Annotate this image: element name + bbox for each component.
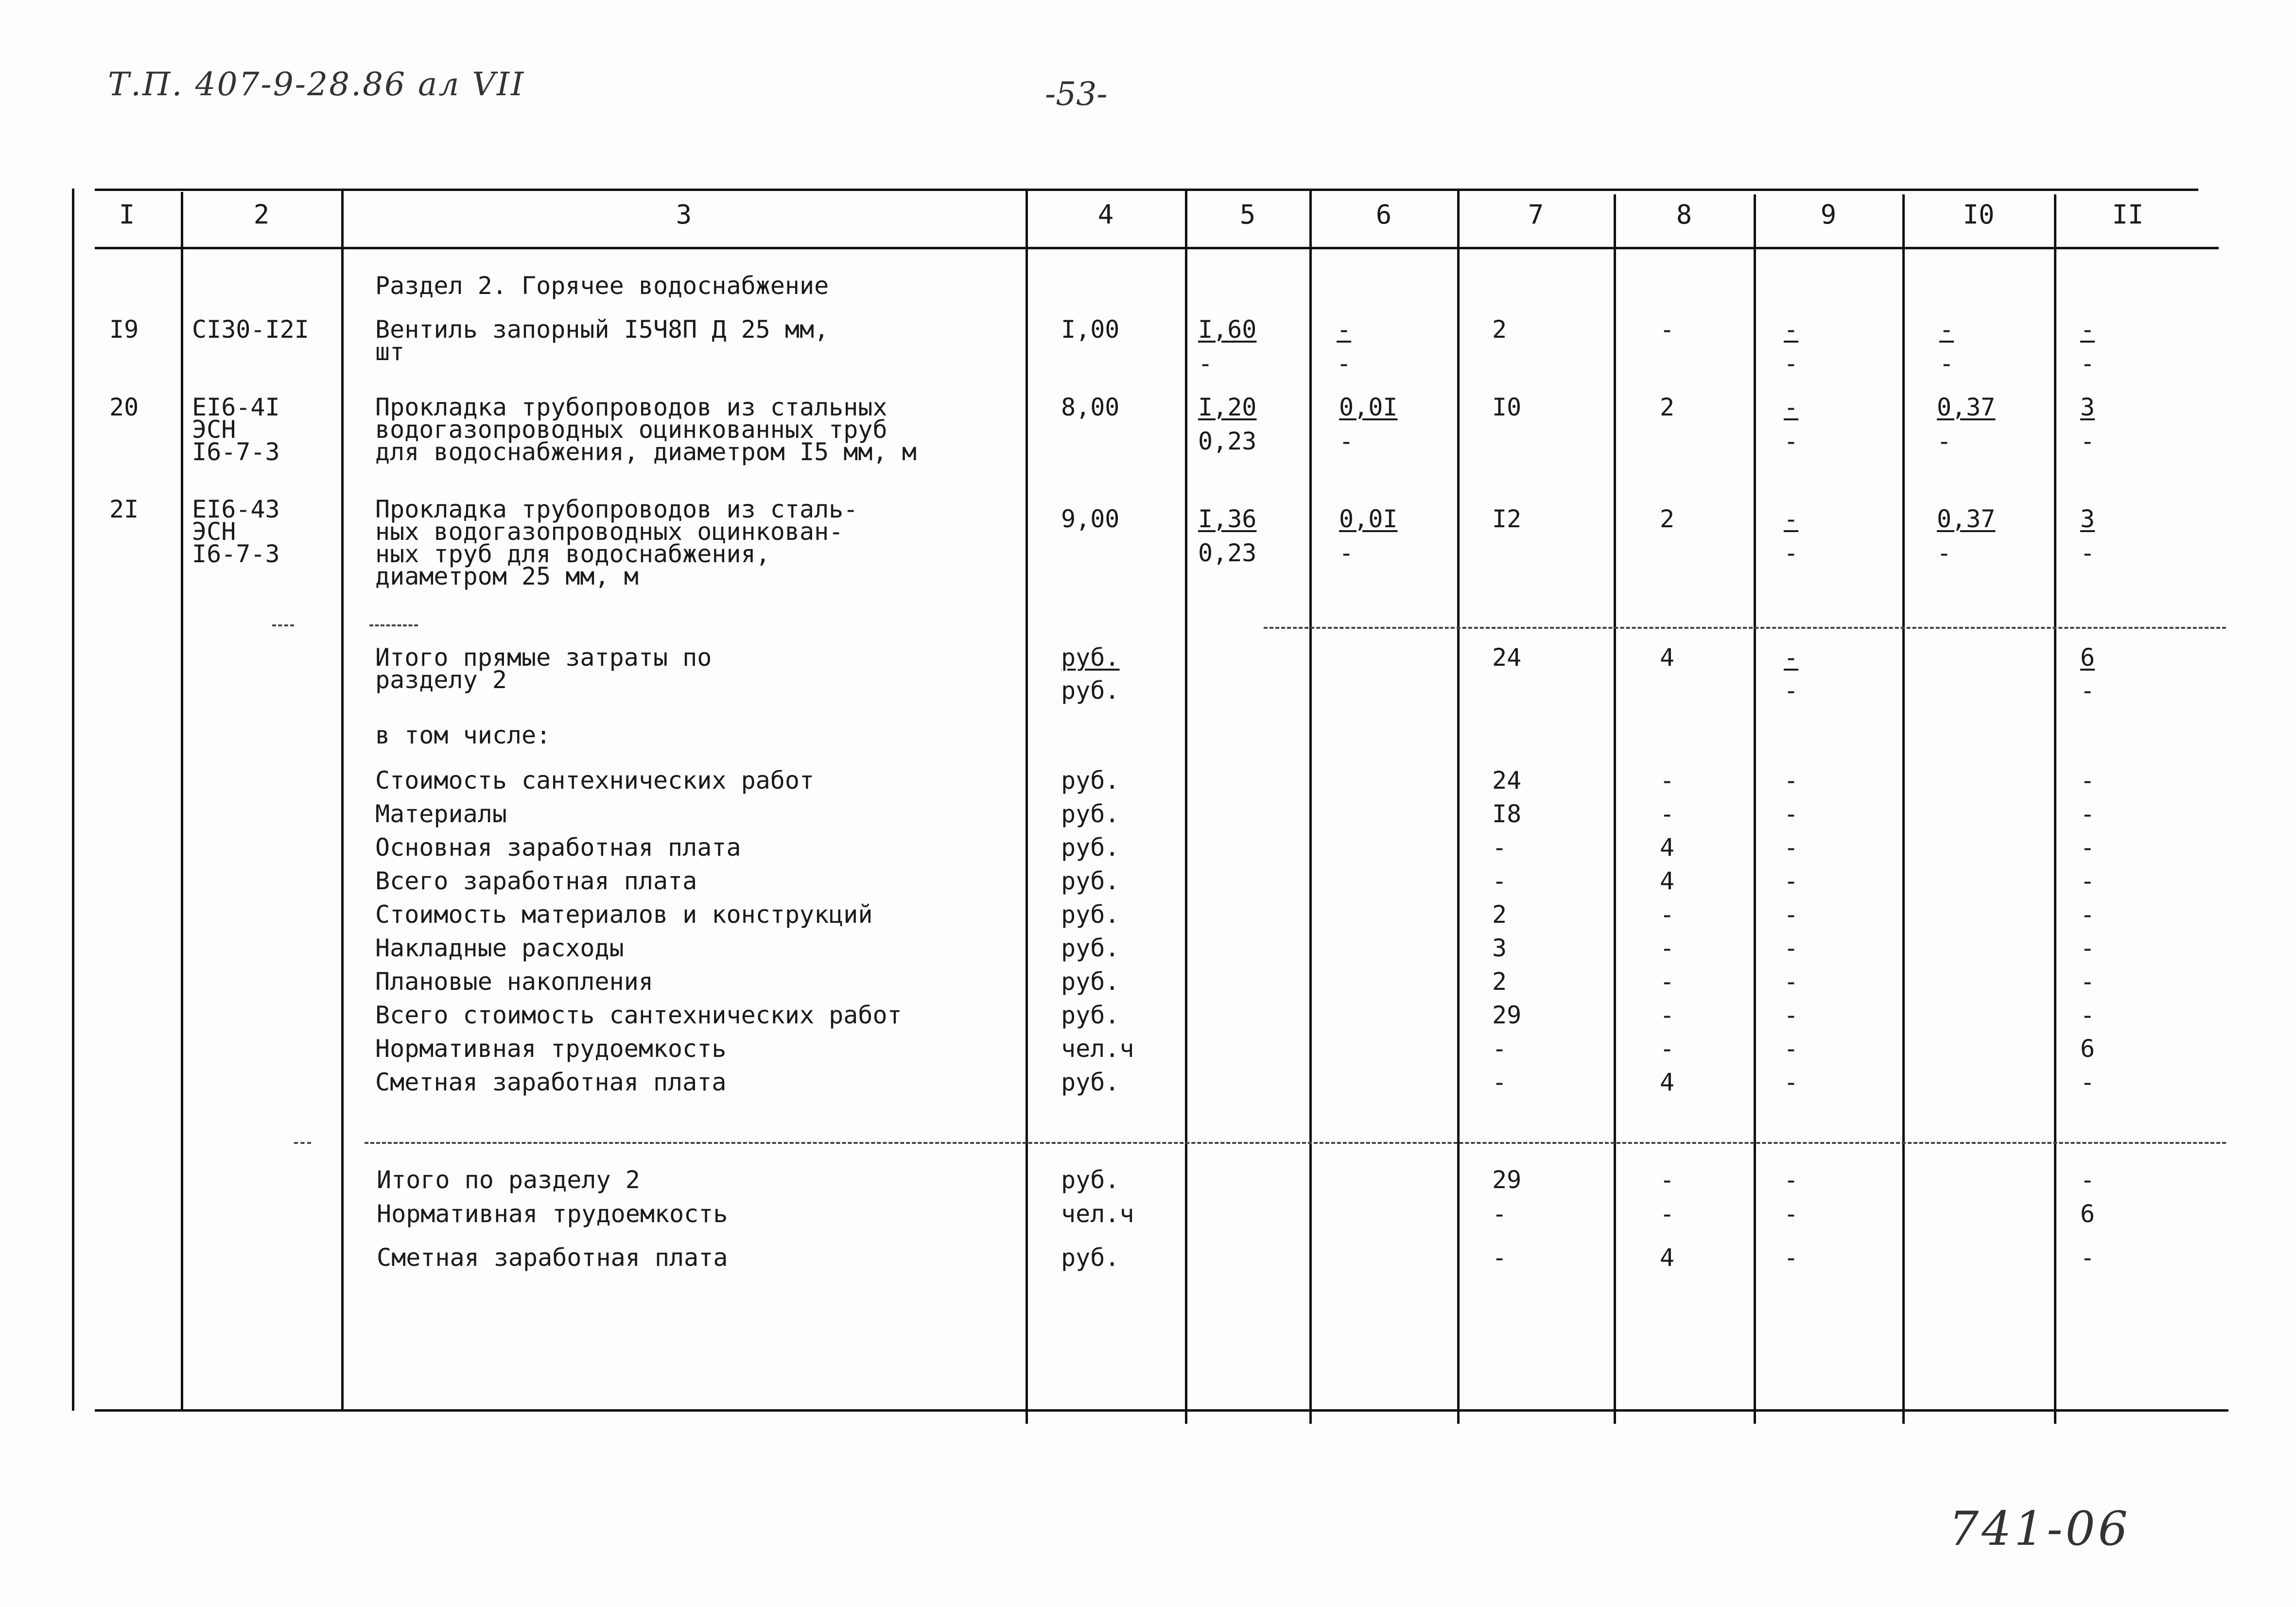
cell-c11: - — [2080, 539, 2095, 567]
row-description: Прокладка трубопроводов из сталь- — [375, 495, 858, 523]
total-c7: 24 — [1492, 643, 1522, 672]
cell-c6: - — [1337, 315, 1352, 344]
separator-dash — [294, 1142, 311, 1144]
breakdown-c9: - — [1784, 867, 1799, 895]
cell-c9: - — [1784, 505, 1799, 533]
section-total-c11: - — [2080, 1244, 2095, 1272]
section-total-label: Итого по разделу 2 — [377, 1166, 640, 1194]
total-c9: - — [1784, 643, 1799, 672]
cell-c6: - — [1339, 427, 1354, 455]
col-border-10 — [2054, 194, 2056, 1424]
breakdown-c11: - — [2080, 867, 2095, 895]
breakdown-c11: - — [2080, 900, 2095, 929]
total-c11: - — [2080, 676, 2095, 705]
col-border-7 — [1614, 194, 1616, 1424]
separator-dash — [1264, 627, 2226, 629]
breakdown-c8: 4 — [1660, 867, 1675, 895]
cell-c9: - — [1784, 315, 1799, 344]
total-unit: руб. — [1061, 643, 1120, 672]
breakdown-c8: - — [1660, 1035, 1675, 1063]
header-col-6: 6 — [1375, 199, 1392, 230]
cell-c8: - — [1660, 315, 1675, 344]
cell-c10: 0,37 — [1937, 505, 1996, 533]
row-description: Прокладка трубопроводов из стальных — [375, 393, 887, 421]
col-border-5 — [1309, 190, 1312, 1424]
separator-dash — [272, 624, 294, 626]
total-c8: 4 — [1660, 643, 1675, 672]
breakdown-c9: - — [1784, 833, 1799, 862]
col-border-1 — [181, 192, 183, 1411]
breakdown-c7: - — [1492, 867, 1507, 895]
cell-c5: I,20 — [1198, 393, 1257, 421]
col-border-0 — [72, 189, 74, 1411]
breakdown-c9: - — [1784, 1035, 1799, 1063]
breakdown-unit: руб. — [1061, 1001, 1120, 1029]
cell-c6: 0,0I — [1339, 393, 1398, 421]
page-number: -53- — [1045, 75, 1108, 113]
col-border-4 — [1185, 190, 1187, 1424]
section-total-unit: чел.ч — [1061, 1200, 1134, 1228]
breakdown-c8: 4 — [1660, 833, 1675, 862]
breakdown-label: Материалы — [375, 800, 507, 828]
section-total-label: Нормативная трудоемкость — [377, 1200, 728, 1228]
breakdown-c8: - — [1660, 766, 1675, 795]
row-number: 2I — [109, 495, 139, 523]
breakdown-c7: 2 — [1492, 968, 1507, 996]
breakdown-c7: 2 — [1492, 900, 1507, 929]
total-unit: руб. — [1061, 676, 1120, 705]
cell-c9: - — [1784, 393, 1799, 421]
breakdown-unit: руб. — [1061, 900, 1120, 929]
breakdown-c11: - — [2080, 800, 2095, 828]
cell-c6: - — [1339, 539, 1354, 567]
header-col-4: 4 — [1097, 199, 1114, 230]
row-description: диаметром 25 мм, м — [375, 562, 639, 590]
section-title: Раздел 2. Горячее водоснабжение — [375, 272, 829, 300]
separator-dash — [365, 1142, 2226, 1144]
breakdown-label: Сметная заработная плата — [375, 1068, 727, 1096]
breakdown-c9: - — [1784, 800, 1799, 828]
row-code: ЭСН — [192, 518, 236, 546]
breakdown-label: Всего заработная плата — [375, 867, 697, 895]
breakdown-c8: - — [1660, 968, 1675, 996]
total-c9: - — [1784, 676, 1799, 705]
cell-c8: 2 — [1660, 393, 1675, 421]
document-reference: Т.П. 407-9-28.86 ал VII — [108, 66, 525, 103]
breakdown-unit: руб. — [1061, 766, 1120, 795]
cell-c5: I,60 — [1198, 315, 1257, 344]
row-number: I9 — [109, 315, 139, 344]
cell-c10: - — [1939, 315, 1954, 344]
breakdown-c11: - — [2080, 934, 2095, 962]
cell-c9: - — [1784, 539, 1799, 567]
breakdown-unit: руб. — [1061, 867, 1120, 895]
section-total-c8: - — [1660, 1166, 1675, 1194]
cell-c8: 2 — [1660, 505, 1675, 533]
cell-c10: 0,37 — [1937, 393, 1996, 421]
cell-c10: - — [1939, 349, 1954, 378]
cell-c5: 0,23 — [1198, 427, 1257, 455]
section-total-unit: руб. — [1061, 1166, 1120, 1194]
col-border-6 — [1457, 190, 1460, 1424]
header-col-8: 8 — [1676, 199, 1692, 230]
breakdown-c7: I8 — [1492, 800, 1522, 828]
breakdown-c11: 6 — [2080, 1035, 2095, 1063]
row-code: I6-7-3 — [192, 540, 280, 568]
header-col-7: 7 — [1528, 199, 1544, 230]
breakdown-c11: - — [2080, 766, 2095, 795]
row-code: ЭСН — [192, 415, 236, 444]
section-total-c7: - — [1492, 1200, 1507, 1228]
row-number: 20 — [109, 393, 139, 421]
cell-c7: I2 — [1492, 505, 1522, 533]
breakdown-c7: 3 — [1492, 934, 1507, 962]
row-quantity: 9,00 — [1061, 505, 1120, 533]
breakdown-c9: - — [1784, 968, 1799, 996]
breakdown-label: Стоимость материалов и конструкций — [375, 900, 873, 929]
breakdown-c8: - — [1660, 900, 1675, 929]
col-border-3 — [1026, 190, 1028, 1424]
section-total-c11: 6 — [2080, 1200, 2095, 1228]
cell-c5: - — [1198, 349, 1213, 378]
row-description: шт — [375, 338, 405, 366]
breakdown-unit: руб. — [1061, 1068, 1120, 1096]
total-label: разделу 2 — [375, 666, 507, 694]
cell-c9: - — [1784, 349, 1799, 378]
breakdown-label: Нормативная трудоемкость — [375, 1035, 727, 1063]
cell-c5: I,36 — [1198, 505, 1257, 533]
header-bottom-border — [95, 247, 2219, 249]
header-col-11: II — [2112, 199, 2144, 230]
breakdown-c11: - — [2080, 968, 2095, 996]
col-border-8 — [1754, 194, 1756, 1424]
breakdown-c7: 29 — [1492, 1001, 1522, 1029]
breakdown-c7: - — [1492, 833, 1507, 862]
breakdown-c8: - — [1660, 1001, 1675, 1029]
header-col-10: I0 — [1963, 199, 1995, 230]
breakdown-unit: руб. — [1061, 934, 1120, 962]
cell-c11: - — [2080, 349, 2095, 378]
row-description: для водоснабжения, диаметром I5 мм, м — [375, 438, 917, 466]
breakdown-c8: - — [1660, 800, 1675, 828]
cell-c6: 0,0I — [1339, 505, 1398, 533]
row-code: CI30-I2I — [192, 315, 309, 344]
breakdown-unit: чел.ч — [1061, 1035, 1134, 1063]
breakdown-c11: - — [2080, 833, 2095, 862]
row-description: ных водогазопроводных оцинкован- — [375, 518, 844, 546]
breakdown-label: Накладные расходы — [375, 934, 624, 962]
row-description: Вентиль запорный I5Ч8П Д 25 мм, — [375, 315, 829, 344]
section-total-c8: 4 — [1660, 1244, 1675, 1272]
row-description: водогазопроводных оцинкованных труб — [375, 415, 887, 444]
section-total-c9: - — [1784, 1200, 1799, 1228]
cell-c11: - — [2080, 315, 2095, 344]
row-quantity: 8,00 — [1061, 393, 1120, 421]
separator-dash — [369, 624, 418, 626]
cell-c10: - — [1937, 539, 1952, 567]
row-description: ных труб для водоснабжения, — [375, 540, 770, 568]
cell-c6: - — [1337, 349, 1352, 378]
breakdown-c7: - — [1492, 1035, 1507, 1063]
row-code: EI6-4I — [192, 393, 280, 421]
cell-c7: I0 — [1492, 393, 1522, 421]
section-total-c7: 29 — [1492, 1166, 1522, 1194]
section-total-c8: - — [1660, 1200, 1675, 1228]
breakdown-label: Всего стоимость сантехнических работ — [375, 1001, 902, 1029]
header-col-9: 9 — [1820, 199, 1837, 230]
breakdown-c9: - — [1784, 1001, 1799, 1029]
cell-c11: - — [2080, 427, 2095, 455]
footer-code: 741-06 — [1949, 1502, 2131, 1556]
cell-c5: 0,23 — [1198, 539, 1257, 567]
breakdown-unit: руб. — [1061, 968, 1120, 996]
header-col-1: I — [119, 199, 135, 230]
header-col-3: 3 — [676, 199, 692, 230]
breakdown-label: Плановые накопления — [375, 968, 653, 996]
total-label: Итого прямые затраты по — [375, 643, 712, 672]
cell-c11: 3 — [2080, 393, 2095, 421]
breakdown-c8: 4 — [1660, 1068, 1675, 1096]
breakdown-c9: - — [1784, 1068, 1799, 1096]
table-top-border — [95, 189, 2198, 191]
section-total-c11: - — [2080, 1166, 2095, 1194]
col-border-2 — [341, 190, 344, 1411]
cell-c11: 3 — [2080, 505, 2095, 533]
breakdown-c9: - — [1784, 900, 1799, 929]
breakdown-c7: 24 — [1492, 766, 1522, 795]
breakdown-label: Основная заработная плата — [375, 833, 741, 862]
breakdown-c9: - — [1784, 766, 1799, 795]
cell-c10: - — [1937, 427, 1952, 455]
row-code: I6-7-3 — [192, 438, 280, 466]
cell-c9: - — [1784, 427, 1799, 455]
section-total-unit: руб. — [1061, 1244, 1120, 1272]
breakdown-c9: - — [1784, 934, 1799, 962]
row-code: EI6-43 — [192, 495, 280, 523]
section-total-c7: - — [1492, 1244, 1507, 1272]
breakdown-c8: - — [1660, 934, 1675, 962]
breakdown-c11: - — [2080, 1001, 2095, 1029]
total-c11: 6 — [2080, 643, 2095, 672]
breakdown-label: Стоимость сантехнических работ — [375, 766, 815, 795]
breakdown-c11: - — [2080, 1068, 2095, 1096]
table-bottom-border — [95, 1409, 2228, 1412]
breakdown-unit: руб. — [1061, 800, 1120, 828]
section-total-c9: - — [1784, 1244, 1799, 1272]
row-quantity: I,00 — [1061, 315, 1120, 344]
including-label: в том числе: — [375, 721, 551, 749]
cell-c7: 2 — [1492, 315, 1507, 344]
header-col-2: 2 — [253, 199, 270, 230]
breakdown-c7: - — [1492, 1068, 1507, 1096]
section-total-c9: - — [1784, 1166, 1799, 1194]
header-col-5: 5 — [1239, 199, 1256, 230]
col-border-9 — [1902, 194, 1905, 1424]
section-total-label: Сметная заработная плата — [377, 1244, 728, 1272]
breakdown-unit: руб. — [1061, 833, 1120, 862]
